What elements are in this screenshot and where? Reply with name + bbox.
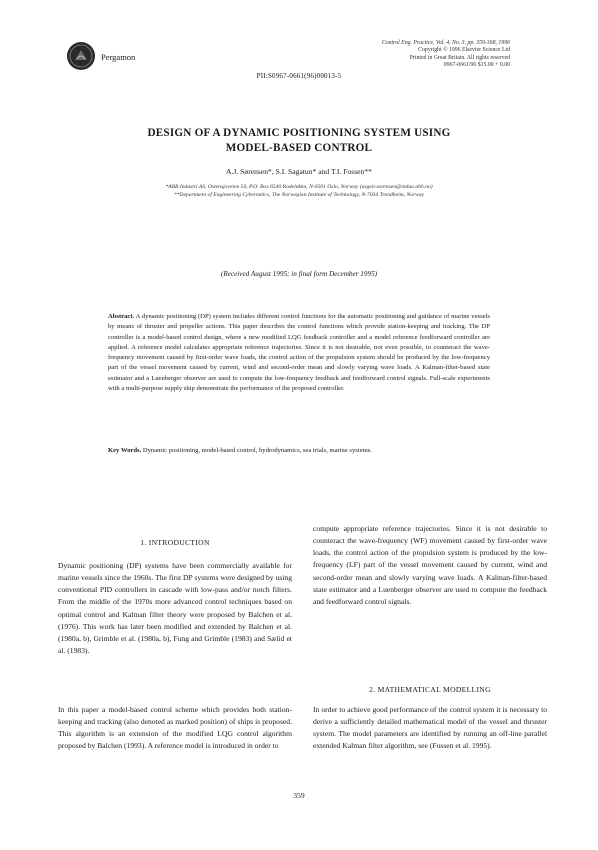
introduction-paragraph-3: compute appropriate reference trajectories. Since it is not desirable to counteract the wave-frequency (WF) movement caused by first-order wave loads, the control action of the propulsion system is produced by the low-frequency (LF) part of the vessel movement caused by current, wind and second-order mean and slowly varying wave loads. A Kalman-filter-based state estimator and a Luenberger observer are used to compute the feedback and feedforward control signals.	[313, 524, 547, 606]
pergamon-logo-icon	[66, 41, 96, 71]
title-line-1: DESIGN OF A DYNAMIC POSITIONING SYSTEM USING	[147, 127, 451, 139]
section-heading-mathematical-modelling: 2. MATHEMATICAL MODELLING	[369, 685, 491, 694]
journal-citation: Control Eng. Practice, Vol. 4, No. 3, pp. 359-368, 1996	[381, 40, 510, 46]
journal-info	[382, 40, 510, 70]
introduction-paragraph-1: Dynamic positioning (DP) systems have been commercially available for marine vessels since the 1960s. The first DP systems were designed by using conventional PID controllers in cascade with low-pass and/or notch filters. From the middle of the 1970s more advanced control techniques based on optimal control and Kalman filter theory were proposed by Balchen et al. (1976). This work has later been modified and extended by Balchen et al. (1980a, b), Grimble et al. (1980a, b), Fung and Grimble (1983) and Sælid et al. (1983).	[58, 561, 292, 656]
issn-code: 0967-0661/96 $15.00 + 0.00	[443, 62, 510, 69]
abstract-label: Abstract.	[108, 313, 135, 320]
author-list: A.J. Sørensen*, S.I. Sagatun* and T.I. Fossen**	[226, 167, 372, 176]
affiliations	[0, 183, 598, 200]
section-heading-introduction: 1. INTRODUCTION	[140, 538, 210, 547]
paper-title	[0, 126, 598, 156]
page-number: 359	[293, 791, 305, 800]
keywords-label: Key Words.	[108, 447, 142, 454]
pii-code: PII:S0967-0661(96)00013-5	[256, 72, 342, 80]
affiliation-2: **Department of Engineering Cybernetics, The Norwegian Institute of Technology, N-7034 Trondheim, Norway	[173, 192, 425, 199]
copyright-notice: Copyright © 1996 Elsevier Science Ltd	[418, 47, 510, 54]
received-date: (Received August 1995; in final form December 1995)	[220, 270, 378, 278]
abstract-text: A dynamic positioning (DP) system includes different control functions for the automatic positioning and guidance of marine vessels by means of thruster and propeller actions. This paper describes the control functions which provide station-keeping and tracking. The DP controller is a model-based control design, where a new modified LQG feedback controller and a model reference feedforward controller are applied. A reference model calculates appropriate reference trajectories. Since it is not desirable, nor even possible, to counteract the wave-frequency movement caused by first-order wave loads, the control action of the propulsion system should be produced by the low-frequency part of the vessel movement caused by current, wind and second-order mean and slowly varying wave loads. A Kalman-filter-based state estimator and a Luenberger observer are used to compute the low-frequency feedback and feedforward control signals. Full-scale experiments with a multi-purpose supply ship demonstrate the performance of the proposed controller.	[108, 313, 490, 393]
affiliation-1: *ABB Industri AS, Ostensjoveien 50, P.O. Box 6540 Rodeløkka, N-0501 Oslo, Norway (asgeir.sorensen@induo.abb.no)	[165, 184, 433, 190]
title-line-2: MODEL-BASED CONTROL	[225, 142, 373, 154]
keywords	[108, 446, 490, 456]
abstract	[108, 312, 490, 394]
modelling-paragraph-1: In order to achieve good performance of the control system it is necessary to derive a sufficiently detailed mathematical model of the vessel and thruster system. The model parameters are identified by running an off-line parallel extended Kalman filter algorithm, see (Fossen et al. 1995).	[313, 705, 547, 751]
printed-notice: Printed in Great Britain. All rights reserved	[409, 54, 510, 61]
introduction-paragraph-2: In this paper a model-based control scheme which provides both station-keeping and tracking (also denoted as marked position) of ships is proposed. This algorithm is an extension of the modified LQG control algorithm proposed by Balchen (1993). A reference model is introduced in order to	[58, 705, 292, 751]
publisher-name: Pergamon	[101, 52, 136, 62]
keywords-text: Dynamic positioning, model-based control, hydrodynamics, sea trials, marine systems.	[142, 447, 372, 454]
